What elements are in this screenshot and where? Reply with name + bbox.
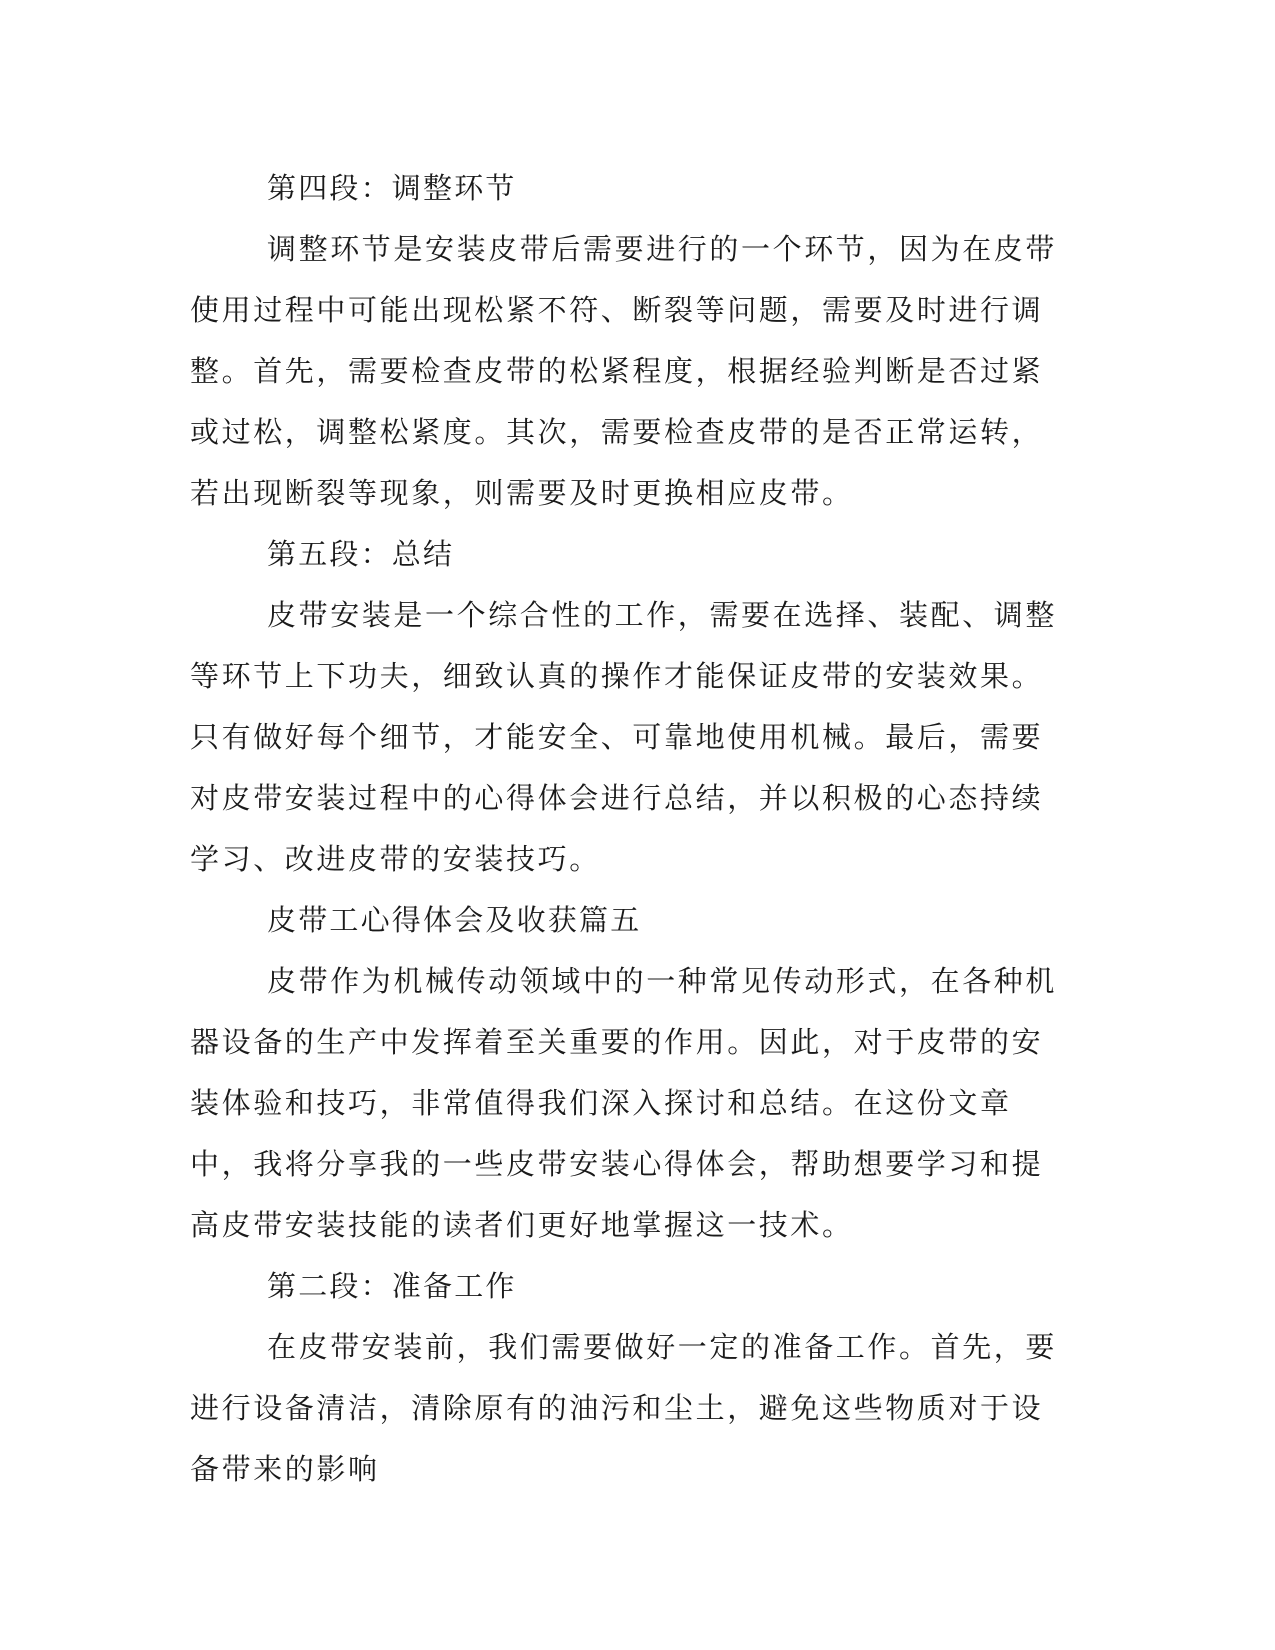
paragraph-introduction: 皮带作为机械传动领域中的一种常见传动形式，在各种机器设备的生产中发挥着至关重要的作用。因此，对于皮带的安装体验和技巧，非常值得我们深入探讨和总结。在这份文章中，我将分享我的一些皮带安装心得体会，帮助想要学习和提高皮带安装技能的读者们更好地掌握这一技术。 — [190, 964, 1058, 1242]
paragraph-preparation: 在皮带安装前，我们需要做好一定的准备工作。首先，要进行设备清洁，清除原有的油污和尘土，避免这些物质对于设备带来的影响 — [190, 1330, 1058, 1486]
section-heading-2: 第二段：准备工作 — [267, 1269, 517, 1303]
paragraph-adjustment: 调整环节是安装皮带后需要进行的一个环节，因为在皮带使用过程中可能出现松紧不符、断裂等问题，需要及时进行调整。首先，需要检查皮带的松紧程度，根据经验判断是否过紧或过松，调整松紧度。其次，需要检查皮带的是否正常运转，若出现断裂等现象，则需要及时更换相应皮带。 — [190, 232, 1058, 510]
paragraph-summary: 皮带安装是一个综合性的工作，需要在选择、装配、调整等环节上下功夫，细致认真的操作才能保证皮带的安装效果。只有做好每个细节，才能安全、可靠地使用机械。最后，需要对皮带安装过程中的心得体会进行总结，并以积极的心态持续学习、改进皮带的安装技巧。 — [190, 598, 1058, 876]
section-heading-5: 第五段：总结 — [267, 537, 455, 571]
section-heading-4: 第四段：调整环节 — [267, 171, 517, 205]
document-body — [190, 158, 1070, 1500]
article-title-part-5: 皮带工心得体会及收获篇五 — [267, 903, 642, 937]
